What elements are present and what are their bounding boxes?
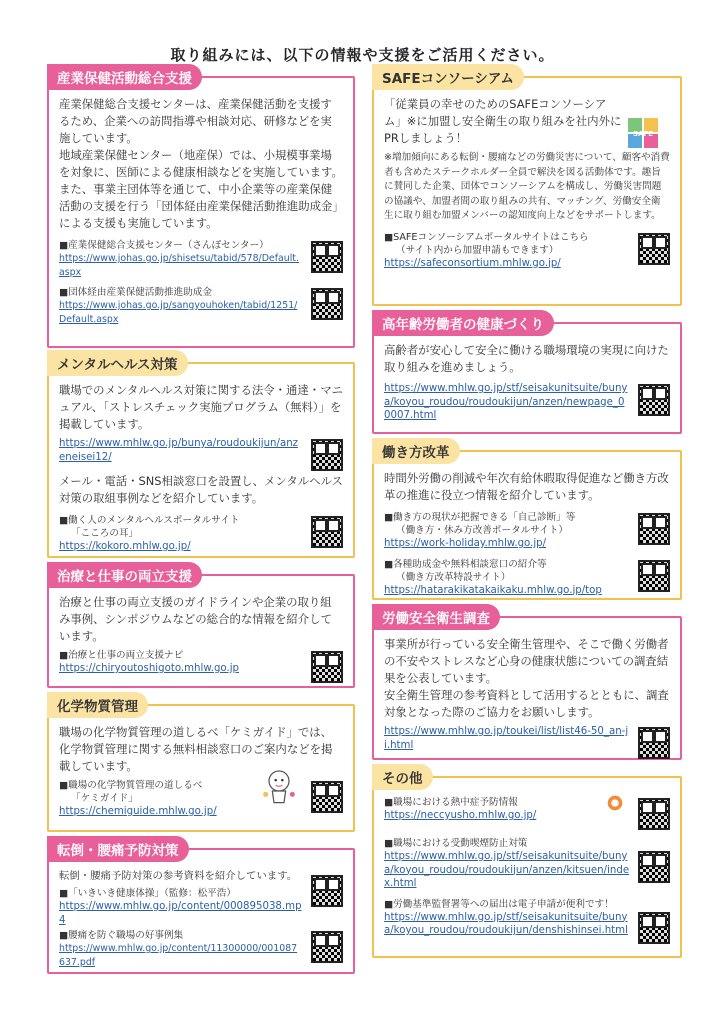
section-mental [47,357,355,558]
ref-label: ■職場における受動喫煙防止対策 [384,838,528,849]
reference [384,837,670,891]
section-hatarakikata [372,445,682,600]
section-title: 労働安全衛生調査 [372,604,500,630]
heatstroke-icon [604,792,626,814]
section-title: メンタルヘルス対策 [47,350,188,376]
paragraph: 事業所が行っている安全衛生管理や、そこで働く労働者の不安やストレスなど心身の健康状態についての調査結果を公表しています。 [384,637,669,685]
ref-label: ■「いきいき健康体操」（監修：松平浩） [59,888,236,899]
paragraph: 地域産業保健センター（地産保）では、小規模事業場を対象に、医師による健康相談などを実施しています。 [59,148,343,179]
paragraph: 治療と仕事の両立支援のガイドラインや企業の取り組み事例、シンポジウムなどの総合的な情報を紹介しています。 [59,595,332,643]
right-column [372,71,682,970]
page-title: 取り組みには、以下の情報や支援をご活用ください。 [170,46,555,64]
reference [59,286,343,326]
qr-code-icon[interactable] [311,516,343,548]
section-tentou [47,843,355,974]
qr-code-icon[interactable] [311,781,343,813]
ref-sub: （働き方・休み方改善ポータルサイト） [396,525,569,536]
reference [384,796,670,830]
ref-link[interactable]: https://safeconsortium.mhlw.go.jp/ [384,257,561,269]
ref-link[interactable]: https://www.mhlw.go.jp/bunya/roudoukijun/anzeneisei12/ [59,438,298,463]
qr-code-icon[interactable] [638,912,670,944]
section-title: 高年齢労働者の健康づくり [372,310,554,336]
ref-link[interactable]: https://www.mhlw.go.jp/stf/seisakunitsuite/bunya/koyou_roudou/roudoukijun/anzen/kitsuen/index.html [384,851,630,889]
ref-sub: 「ケミガイド」 [71,793,138,804]
section-title: SAFEコンソーシアム [372,64,524,90]
section-title: 転倒・腰痛予防対策 [47,836,189,862]
reference [384,725,670,759]
qr-code-icon[interactable] [311,241,343,273]
ref-link[interactable]: https://www.mhlw.go.jp/toukei/list/list46-50_an-ji.html [384,726,629,751]
ref-link[interactable]: https://www.mhlw.go.jp/stf/seisakunitsuite/bunya/koyou_roudou/roudoukijun/denshishinsei.html [384,911,628,936]
ref-label: ■団体経由産業保健活動推進助成金 [59,287,212,298]
qr-code-icon[interactable] [311,651,343,683]
section-title: 化学物質管理 [47,692,148,718]
paragraph: 転倒・腰痛予防対策の参考資料を紹介しています。 [59,870,298,882]
section-title: その他 [372,764,433,790]
qr-code-icon[interactable] [638,233,670,265]
paragraph: 「従業員の幸せのためのSAFEコンソーシアム」※に加盟し安全衛生の取り組みを社内外にPRしましょう！ [384,97,622,145]
ref-link[interactable]: https://neccyusho.mhlw.go.jp/ [384,810,537,821]
section-title: 治療と仕事の両立支援 [47,562,202,588]
section-koureisha [372,317,682,434]
ref-link[interactable]: https://chiryoutoshigoto.mhlw.go.jp [59,663,240,674]
ref-sub: 「こころの耳」 [71,528,139,539]
ref-label: ■働く人のメンタルヘルスポータルサイト [59,515,240,526]
ref-link[interactable]: https://www.johas.go.jp/shisetsu/tabid/578/Default.aspx [59,253,299,278]
section-kagaku [47,699,355,832]
ref-label: ■職場の化学物質管理の道しるべ [59,780,203,791]
ref-link[interactable]: https://www.mhlw.go.jp/content/11300000/001087637.pdf [59,943,298,968]
paragraph: 時間外労働の削減や年次有給休暇取得促進など働き方改革の推進に役立つ情報を紹介しています。 [384,471,669,502]
reference [384,511,670,551]
paragraph: 安全衛生管理の参考資料として活用するとともに、調査対象となった際のご協力をお願いします。 [384,688,669,719]
qr-code-icon[interactable] [638,384,670,416]
qr-code-icon[interactable] [311,439,343,471]
qr-code-icon[interactable] [311,288,343,320]
reference [59,887,343,927]
ref-sub: （働き方改革特設サイト） [396,571,511,583]
section-title: 産業保健活動総合支援 [47,64,202,90]
ref-label: ■働き方の現状が把握できる「自己診断」等 [384,512,576,523]
paragraph: また、事業主団体等を通じて、中小企業等の産業保健活動の支援を行う「団体経由産業保健活動推進助成金」による支援も実施しています。 [59,182,339,230]
qr-code-icon[interactable] [638,798,670,830]
reference [59,437,343,471]
reference [59,514,343,554]
safe-logo-text: SAFE [632,130,654,138]
qr-code-icon[interactable] [638,727,670,759]
paragraph: 職場の化学物質管理の道しるべ「ケミガイド」では、化学物質管理に関する無料相談窓口のご案内などを掲載しています。 [59,725,333,773]
paragraph: 高齢者が安心して安全に働ける職場環境の実現に向けた取り組みを進めましょう。 [384,343,669,374]
ref-link[interactable]: https://www.johas.go.jp/sangyouhoken/tabid/1251/Default.aspx [59,300,298,325]
reference [59,239,343,279]
section-title: 働き方改革 [372,438,460,464]
ref-link[interactable]: https://kokoro.mhlw.go.jp/ [59,541,191,552]
ref-label: ■各種助成金や無料相談窓口の紹介等 [384,558,547,570]
qr-code-icon[interactable] [638,851,670,883]
section-chousa [372,611,682,760]
ref-link[interactable]: https://www.mhlw.go.jp/content/000895038.mp4 [59,901,302,926]
reference [384,898,670,938]
ref-label: ■職場における熱中症予防情報 [384,797,518,808]
section-chiryo [47,569,355,688]
section-sangyo [47,71,355,348]
reference [59,929,343,969]
qr-code-icon[interactable] [638,513,670,545]
reference [384,231,670,271]
paragraph: 職場でのメンタルヘルス対策に関する法令・通達・マニュアル、「ストレスチェック実施プログラム（無料）」を掲載しています。 [59,383,343,431]
chemiguide-character-icon [259,766,299,806]
safe-logo-icon [628,118,658,148]
ref-sub: （サイト内から加盟申請もできます） [396,244,559,256]
reference [384,382,670,423]
qr-code-icon[interactable] [311,931,343,963]
ref-link[interactable]: https://hatarakikatakaikaku.mhlw.go.jp/top [384,584,602,596]
paragraph: メール・電話・SNS相談窓口を設置し、メンタルヘルス対策の取組事例などを紹介しています。 [59,474,343,505]
qr-code-icon[interactable] [311,875,343,907]
ref-link[interactable]: https://chemiguide.mhlw.go.jp/ [59,806,217,817]
section-safe [372,71,682,306]
ref-label: ■治療と仕事の両立支援ナビ [59,650,184,661]
paragraph: 産業保健総合支援センターは、産業保健活動を支援するため、企業への訪問指導や相談対応、研修などを実施しています。 [59,97,332,145]
note: ※増加傾向にある転倒・腰痛などの労働災害について、顧客や消費者も含めたステークホルダー全員で解決を図る活動体です。趣旨に賛同した企業、団体でコンソーシアムを構成し、労働災害問題の協議や、加盟者間の取り組みの共有、マッチング、労働安全衛生に取り組む加盟メンバーの認知度向上などをサポートします。 [384,152,670,221]
reference [59,779,343,819]
section-sonota [372,771,682,958]
ref-link[interactable]: https://www.mhlw.go.jp/stf/seisakunitsuite/bunya/koyou_roudou/roudoukijun/anzen/newpage_00007.html [384,383,628,421]
ref-label: ■SAFEコンソーシアムポータルサイトはこちら [384,231,589,243]
ref-label: ■労働基準監督署等への届出は電子申請が便利です！ [384,898,614,910]
ref-label: ■腰痛を防ぐ職場の好事例集 [59,930,184,941]
qr-code-icon[interactable] [638,560,670,592]
ref-label: ■産業保健総合支援センター（さんぽセンター） [59,240,269,251]
ref-link[interactable]: https://work-holiday.mhlw.go.jp/ [384,538,547,549]
reference [59,649,343,683]
reference [384,558,670,598]
left-column [47,71,355,986]
